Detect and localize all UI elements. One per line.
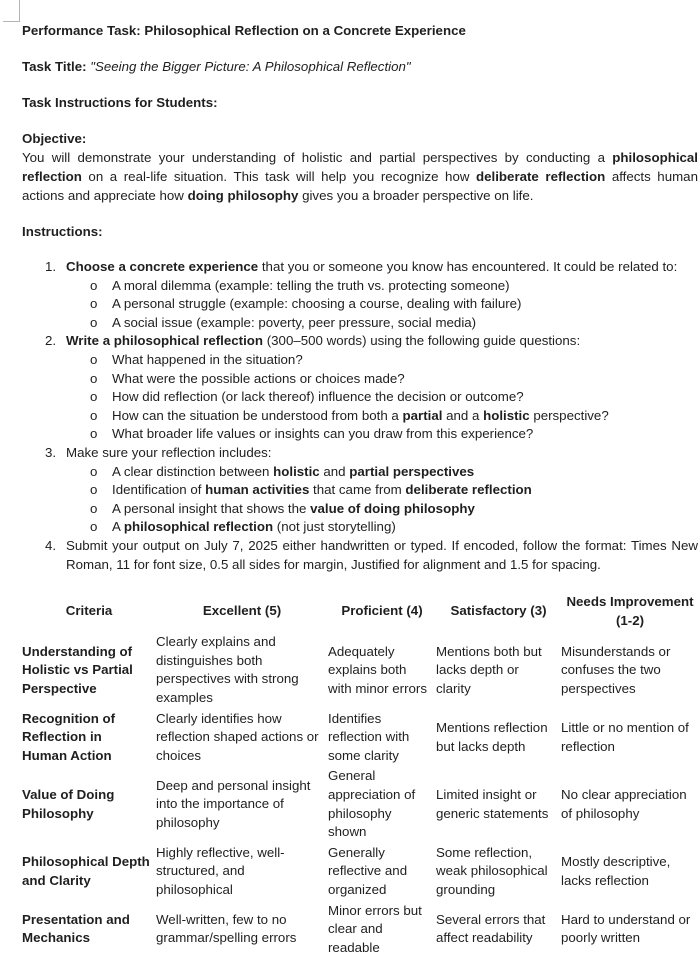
text-segment: value of doing philosophy (310, 500, 475, 516)
objective-heading: Objective: (22, 131, 87, 146)
rubric-criteria-cell: Philosophical Depth and Clarity (22, 854, 150, 888)
text-segment: deliberate reflection (476, 169, 606, 184)
rubric-cell: Mentions both but lacks depth or clarity (436, 643, 542, 696)
text-segment: A social issue (example: poverty, peer pressure, social media) (112, 314, 477, 330)
task-title-line (22, 57, 698, 76)
text-segment: A personal struggle (example: choosing a course, dealing with failure) (112, 296, 522, 312)
rubric-row (22, 843, 699, 901)
list-bullet: o (90, 407, 98, 423)
list-bullet: o (90, 277, 98, 293)
text-segment: perspective? (529, 407, 609, 423)
subitem-text (112, 388, 698, 407)
rubric-criteria-cell: Presentation and Mechanics (22, 911, 130, 946)
instruction-text (66, 537, 698, 574)
instruction-item (22, 258, 698, 277)
text-segment: on a real-life situation. This task will help you recognize how (81, 169, 477, 184)
text-segment: holistic (483, 407, 530, 423)
text-segment: Identification of (112, 482, 206, 498)
list-bullet: o (90, 389, 98, 405)
text-segment: You will demonstrate your understanding of holistic and partial perspectives by conducting a (22, 150, 613, 165)
list-bullet: o (90, 426, 98, 442)
rubric-criteria-cell: Understanding of Holistic vs Partial Perspective (22, 643, 133, 696)
rubric-cell: Deep and personal insight into the importance of philosophy (156, 777, 311, 830)
objective-paragraph (22, 148, 698, 205)
page-corner-mark (3, 0, 20, 22)
instruction-subitem (22, 388, 698, 407)
text-segment: How did reflection (or lack thereof) influence the decision or outcome? (112, 389, 524, 405)
instruction-subitem (22, 277, 698, 296)
task-title-label: Task Title: (22, 59, 91, 74)
text-segment: A clear distinction between (112, 463, 274, 479)
list-bullet: o (90, 482, 98, 498)
subitem-text (112, 407, 698, 426)
text-segment: A personal insight that shows the (112, 500, 311, 516)
instructions-list (22, 258, 698, 574)
instruction-item (22, 332, 698, 351)
instruction-subitem (22, 481, 698, 500)
text-segment: (not just storytelling) (273, 519, 396, 535)
section-label: Task Instructions for Students: (22, 95, 218, 110)
instruction-subitem (22, 463, 698, 482)
text-segment: Choose a concrete experience (66, 259, 259, 274)
instruction-subitem (22, 295, 698, 314)
rubric-row (22, 766, 699, 842)
list-number: 1. (45, 259, 57, 274)
rubric-cell: Minor errors but clear and readable (328, 902, 422, 955)
list-bullet: o (90, 519, 98, 535)
list-bullet: o (90, 296, 98, 312)
text-segment: A (112, 519, 124, 535)
text-segment: human activities (205, 482, 310, 498)
instruction-subitem (22, 518, 698, 537)
subitem-text (112, 314, 698, 333)
rubric-cell: Clearly explains and distinguishes both perspectives with strong examples (156, 634, 299, 706)
list-number: 4. (45, 537, 57, 553)
rubric-row (22, 901, 699, 959)
text-segment: A moral dilemma (example: telling the truth vs. protecting someone) (112, 277, 510, 293)
text-segment: What were the possible actions or choices made? (112, 370, 405, 386)
rubric-header-cell: Excellent (5) (202, 603, 282, 619)
text-segment: affects human actions and appreciate how (22, 169, 698, 203)
text-segment: doing philosophy (187, 188, 299, 203)
rubric-cell: Adequately explains both with minor errors (328, 643, 428, 696)
subitem-text (112, 500, 698, 519)
rubric-cell: Misunderstands or confuses the two perspectives (561, 643, 671, 696)
text-segment: What broader life values or insights can you draw from this experience? (112, 426, 534, 442)
subitem-text (112, 370, 698, 389)
rubric-cell: Mentions reflection but lacks depth (436, 719, 548, 754)
instruction-subitem (22, 407, 698, 426)
rubric-header-cell: Criteria (65, 603, 113, 619)
document-title: Performance Task: Philosophical Reflection on a Concrete Experience (22, 23, 466, 38)
rubric-header-cell: Satisfactory (3) (450, 603, 547, 619)
subitem-text (112, 481, 698, 500)
instruction-item (22, 537, 698, 574)
rubric-header-cell: Proficient (4) (341, 603, 423, 619)
rubric-cell: Clearly identifies how reflection shaped actions or choices (156, 710, 319, 763)
text-segment: and (319, 463, 350, 479)
rubric-header-row (22, 592, 699, 632)
instruction-subitem (22, 425, 698, 444)
instruction-item (22, 444, 698, 463)
instruction-text (66, 444, 698, 463)
text-segment: holistic (273, 463, 320, 479)
instruction-subitem (22, 500, 698, 519)
text-segment: that you or someone you know has encountered. It could be related to: (258, 259, 678, 274)
subitem-text (112, 295, 698, 314)
rubric-header-cell: Needs Improvement (1-2) (566, 594, 694, 628)
rubric-table (22, 592, 699, 958)
text-segment: gives you a broader perspective on life. (298, 188, 534, 203)
list-bullet: o (90, 463, 98, 479)
rubric-row (22, 709, 699, 767)
text-segment: philosophical reflection (22, 150, 698, 184)
text-segment: partial (402, 407, 443, 423)
rubric-cell: Highly reflective, well-structured, and philosophical (156, 844, 285, 897)
text-segment: What happened in the situation? (112, 351, 303, 367)
text-segment: and a (442, 407, 484, 423)
text-segment: Make sure your reflection includes: (66, 444, 272, 460)
instruction-text (66, 332, 698, 351)
list-number: 2. (45, 333, 57, 349)
rubric-criteria-cell: Value of Doing Philosophy (22, 787, 115, 821)
text-segment: that came from (309, 482, 406, 498)
rubric-cell: Identifies reflection with some clarity (328, 710, 410, 763)
instructions-heading: Instructions: (22, 224, 103, 239)
rubric-cell: No clear appreciation of philosophy (561, 787, 687, 821)
instruction-subitem (22, 370, 698, 389)
subitem-text (112, 463, 698, 482)
rubric-row (22, 632, 699, 708)
task-title-value: "Seeing the Bigger Picture: A Philosophical Reflection" (90, 59, 411, 74)
instruction-subitem (22, 351, 698, 370)
list-bullet: o (90, 314, 98, 330)
rubric-cell: Little or no mention of reflection (561, 719, 689, 754)
rubric-cell: Hard to understand or poorly written (561, 911, 691, 946)
instruction-text (66, 258, 698, 277)
list-number: 3. (45, 444, 57, 460)
text-segment: (300–500 words) using the following guide questions: (263, 333, 581, 349)
rubric-cell: Well-written, few to no grammar/spelling errors (156, 911, 297, 946)
rubric-cell: General appreciation of philosophy shown (328, 768, 416, 840)
rubric-criteria-cell: Recognition of Reflection in Human Action (22, 710, 116, 763)
rubric-cell: Several errors that affect readability (436, 911, 546, 946)
rubric-cell: Mostly descriptive, lacks reflection (561, 854, 671, 888)
text-segment: Write a philosophical reflection (66, 333, 264, 349)
instruction-subitem (22, 314, 698, 333)
rubric-cell: Some reflection, weak philosophical grounding (436, 844, 548, 897)
list-bullet: o (90, 370, 98, 386)
text-segment: deliberate reflection (405, 482, 532, 498)
text-segment: partial perspectives (349, 463, 475, 479)
text-segment: Submit your output on July 7, 2025 either handwritten or typed. If encoded, follow the format: Times New Roman, 11 for font size, 0.5 all sides for margin, Justified for alignment and 1.5 for spacing. (66, 537, 698, 572)
subitem-text (112, 425, 698, 444)
subitem-text (112, 518, 698, 537)
subitem-text (112, 277, 698, 296)
rubric-cell: Limited insight or generic statements (436, 787, 549, 821)
text-segment: How can the situation be understood from both a (112, 407, 403, 423)
list-bullet: o (90, 351, 98, 367)
rubric-cell: Generally reflective and organized (328, 844, 408, 897)
text-segment: philosophical reflection (123, 519, 274, 535)
list-bullet: o (90, 500, 98, 516)
subitem-text (112, 351, 698, 370)
